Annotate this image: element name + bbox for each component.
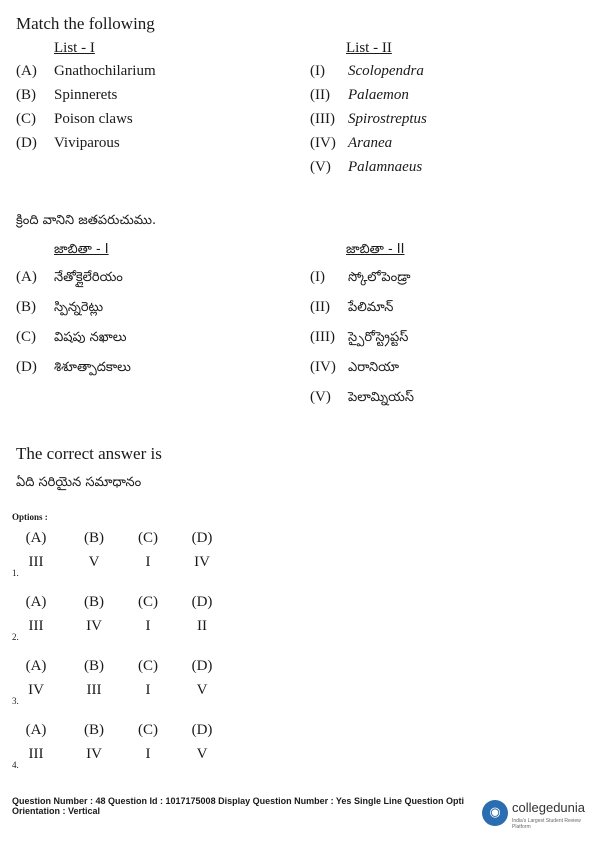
option-column-header: (A)	[25, 594, 47, 610]
option-value: I	[145, 618, 151, 634]
list2-te-item-label: (I)	[310, 269, 325, 285]
list2-en-item-text: Scolopendra	[348, 63, 424, 79]
list1-te-item	[16, 299, 103, 318]
list2-en-item	[310, 159, 422, 176]
list2-en-item	[310, 135, 392, 152]
list1-te-item-label: (D)	[16, 359, 37, 375]
list1-en-item-text: Gnathochilarium	[54, 63, 156, 79]
list2-te-item-label: (V)	[310, 389, 331, 405]
list2-te-item-label: (IV)	[310, 359, 336, 375]
list1-header-te: జాబితా - I	[54, 242, 109, 257]
option-number[interactable]: 4.	[12, 760, 19, 770]
footer-line-2: Orientation : Vertical	[12, 806, 101, 816]
option-value: IV	[28, 682, 44, 698]
list1-te-item-label: (B)	[16, 299, 36, 315]
list1-te-item	[16, 329, 126, 348]
option-column-header: (D)	[191, 722, 213, 738]
list1-en-item-label: (A)	[16, 63, 37, 79]
option-column-header: (C)	[138, 658, 158, 674]
list1-en-item-text: Poison claws	[54, 111, 133, 127]
option-value: I	[145, 746, 151, 762]
list2-te-item	[310, 389, 414, 408]
option-number[interactable]: 1.	[12, 568, 19, 578]
option-column-header: (A)	[25, 722, 47, 738]
option-number[interactable]: 3.	[12, 696, 19, 706]
list2-en-item-text: Palamnaeus	[348, 159, 423, 175]
brand-logo	[480, 798, 592, 834]
list1-te-item-text: విషపు నఖాలు	[54, 330, 127, 345]
list2-en-item-text: Aranea	[348, 135, 393, 151]
list1-en-item-label: (D)	[16, 135, 37, 151]
list2-en-item-text: Spirostreptus	[348, 111, 427, 127]
list2-en-item-label: (III)	[310, 111, 335, 127]
option-column-header: (A)	[25, 530, 47, 546]
brand-tagline: India's Largest Student Review Platform	[512, 818, 581, 830]
option-column-header: (C)	[138, 594, 158, 610]
list1-te-item	[16, 359, 131, 378]
option-value: IV	[86, 746, 102, 762]
list1-te-item-label: (C)	[16, 329, 36, 345]
list2-header-te: జాబితా - II	[346, 242, 405, 257]
option-column-header: (D)	[191, 658, 213, 674]
option-value: V	[196, 682, 208, 698]
brand-name: collegedunia	[512, 800, 586, 815]
list2-te-item	[310, 359, 399, 378]
list1-en-item-text: Spinnerets	[54, 87, 118, 103]
option-value: IV	[194, 554, 210, 570]
list2-te-item-text: పెలామ్నియస్	[348, 390, 414, 405]
list1-te-item-text: శిశూత్పాదకాలు	[54, 360, 131, 375]
option-column-header: (B)	[84, 658, 104, 674]
list1-te-item-text: స్పిన్నరెట్లు	[54, 300, 104, 315]
option-column-header: (B)	[84, 722, 104, 738]
option-column-header: (D)	[191, 594, 213, 610]
list1-te-item-label: (A)	[16, 269, 37, 285]
option-value: V	[88, 554, 100, 570]
list2-te-item	[310, 329, 408, 348]
list2-te-item	[310, 299, 393, 318]
graduate-mascot-icon: ◉	[482, 800, 508, 826]
option-column-header: (C)	[138, 530, 158, 546]
list2-en-item-label: (V)	[310, 159, 331, 175]
list2-te-item-label: (III)	[310, 329, 335, 345]
list1-en-item-text: Viviparous	[54, 135, 120, 151]
option-column-header: (D)	[191, 530, 213, 546]
answer-prompt-en: The correct answer is	[16, 444, 162, 463]
list2-en-item-text: Palaemon	[348, 87, 409, 103]
option-value: III	[86, 682, 102, 698]
option-column-header: (A)	[25, 658, 47, 674]
option-value: IV	[86, 618, 102, 634]
question-title-te: క్రింది వానిని జతపరుచుము.	[16, 213, 157, 228]
option-value: I	[145, 682, 151, 698]
question-title-en: Match the following	[16, 14, 155, 33]
list2-en-item	[310, 63, 424, 80]
option-column-header: (B)	[84, 594, 104, 610]
list1-en-item	[16, 87, 117, 104]
list2-te-item-text: ఎరానియా	[348, 360, 400, 375]
answer-prompt-te: ఏది సరియైన సమాధానం	[16, 475, 142, 490]
option-column-header: (B)	[84, 530, 104, 546]
list1-en-item-label: (C)	[16, 111, 36, 127]
list2-te-item-text: స్పైరోస్ట్రెప్టస్	[348, 330, 409, 345]
list2-te-item-label: (II)	[310, 299, 330, 315]
list1-header-en: List - I	[54, 40, 95, 56]
list2-te-item-text: పేలిమాన్	[348, 300, 394, 315]
option-value: III	[28, 618, 44, 634]
option-value: I	[145, 554, 151, 570]
option-value: III	[28, 746, 44, 762]
list2-en-item	[310, 111, 427, 128]
option-value: III	[28, 554, 44, 570]
list1-en-item	[16, 63, 156, 80]
option-column-header: (C)	[138, 722, 158, 738]
list1-en-item	[16, 111, 133, 128]
list1-en-item	[16, 135, 120, 152]
footer-line-1: Question Number : 48 Question Id : 1017175008 Display Question Number : Yes Single Line Question Opti	[12, 796, 464, 806]
option-value: V	[196, 746, 208, 762]
list1-te-item-text: నేతోక్లైలేరియం	[54, 270, 123, 285]
options-label: Options :	[12, 512, 48, 522]
list1-te-item	[16, 269, 123, 288]
list2-header-en: List - II	[346, 40, 392, 56]
list2-en-item	[310, 87, 409, 104]
option-value: II	[197, 618, 207, 634]
list2-en-item-label: (II)	[310, 87, 330, 103]
list2-te-item-text: స్కోలోపెండ్రా	[348, 270, 411, 285]
list2-en-item-label: (I)	[310, 63, 325, 79]
list1-en-item-label: (B)	[16, 87, 36, 103]
option-number[interactable]: 2.	[12, 632, 19, 642]
list2-te-item	[310, 269, 410, 288]
list2-en-item-label: (IV)	[310, 135, 336, 151]
